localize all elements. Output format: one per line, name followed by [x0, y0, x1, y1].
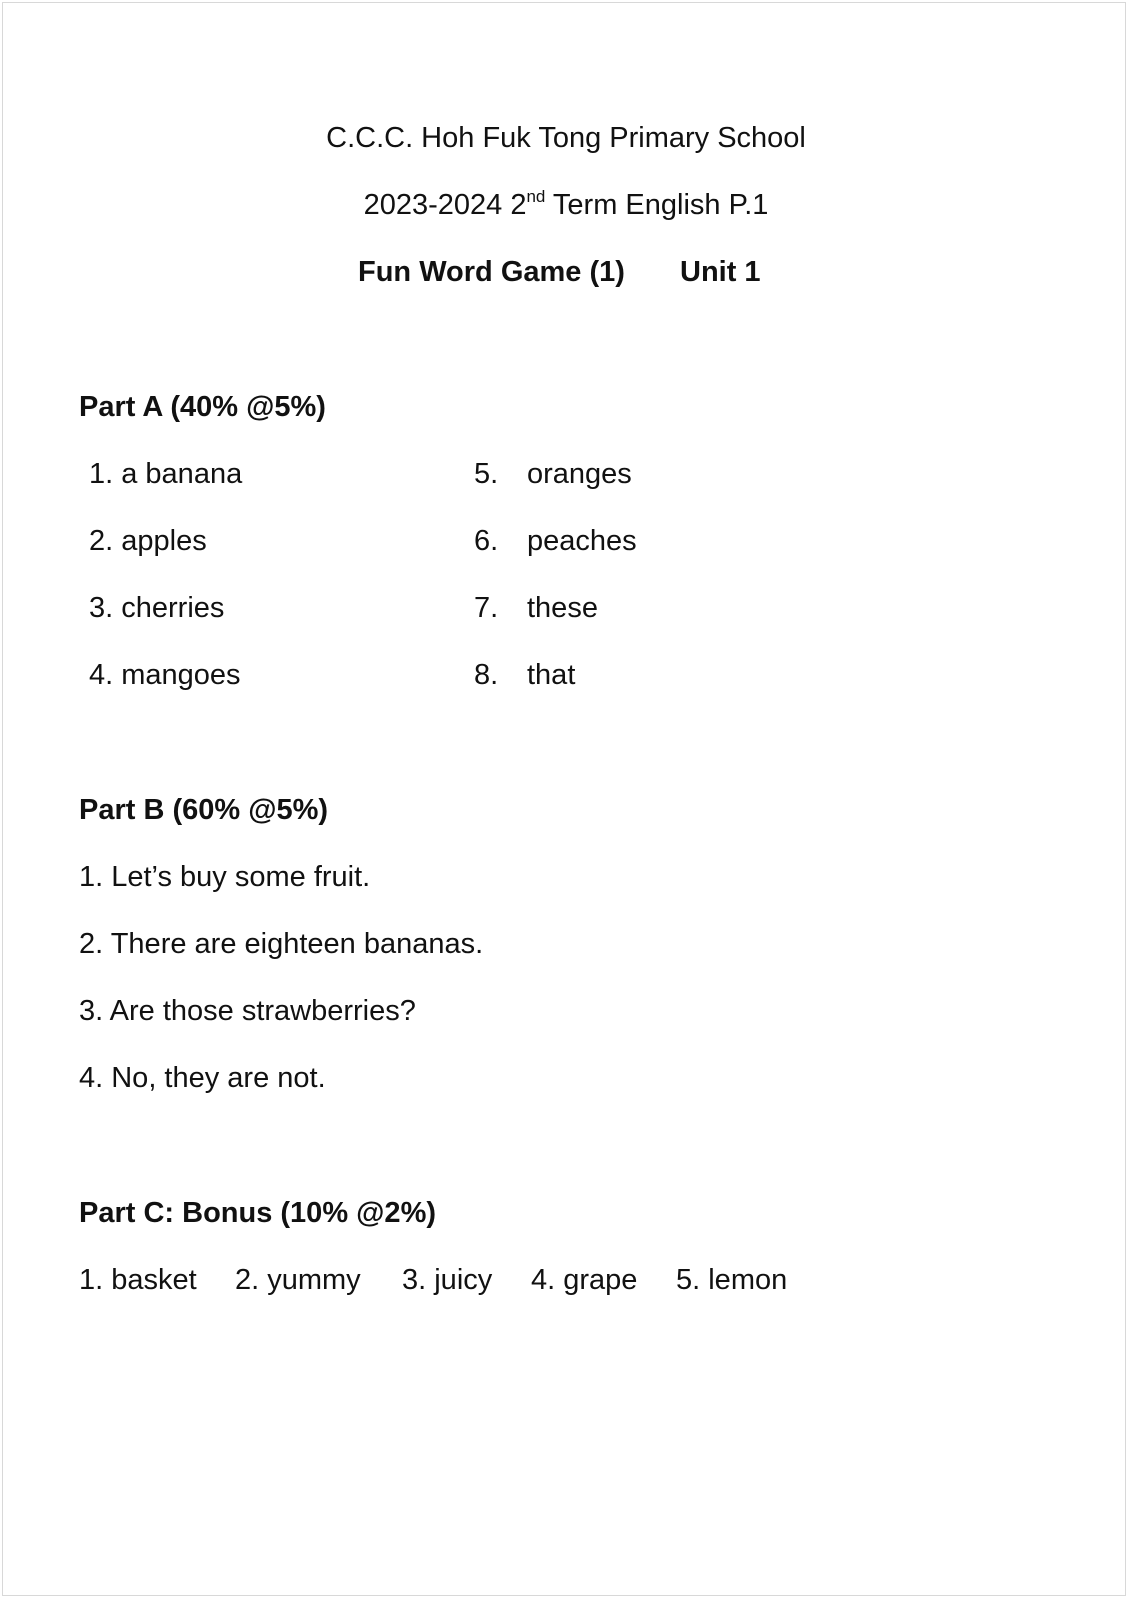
part-b-item: 4. No, they are not.: [79, 1062, 326, 1094]
part-b-heading: Part B (60% @5%): [79, 794, 329, 826]
part-c-heading: Part C: Bonus (10% @2%): [79, 1197, 437, 1229]
item-number: 6.: [474, 525, 499, 557]
item-number: 8.: [474, 659, 499, 691]
part-c-item: 2. yummy: [235, 1264, 361, 1296]
part-a-item: 3. cherries: [89, 592, 225, 624]
item-word: these: [527, 592, 598, 624]
part-b-item: 1. Let’s buy some fruit.: [79, 861, 371, 893]
part-c-item: 3. juicy: [402, 1264, 493, 1296]
part-a-heading: Part A (40% @5%): [79, 391, 326, 423]
part-a-item: [474, 590, 598, 626]
part-b-item: 3. Are those strawberries?: [79, 995, 416, 1027]
item-word: oranges: [527, 458, 632, 490]
part-c-item: 4. grape: [531, 1264, 638, 1296]
item-number: 7.: [474, 592, 499, 624]
item-number: 5.: [474, 458, 499, 490]
game-title: Fun Word Game (1): [358, 256, 625, 288]
part-c-item: 1. basket: [79, 1264, 197, 1296]
part-b-item: 2. There are eighteen bananas.: [79, 928, 484, 960]
part-a-item: 2. apples: [89, 525, 207, 557]
part-a-item: [474, 456, 632, 492]
part-a-item: [474, 523, 637, 559]
part-c-item: 5. lemon: [676, 1264, 788, 1296]
part-a-item: [474, 657, 575, 693]
term-prefix: 2023-2024 2: [363, 189, 527, 221]
term-line: [0, 187, 1132, 223]
item-word: that: [527, 659, 576, 691]
part-a-item: 4. mangoes: [89, 659, 241, 691]
school-name: C.C.C. Hoh Fuk Tong Primary School: [326, 122, 806, 154]
term-superscript: nd: [526, 187, 546, 206]
part-a-item: 1. a banana: [89, 458, 243, 490]
item-word: peaches: [527, 525, 637, 557]
unit-label: Unit 1: [680, 256, 761, 288]
term-suffix: Term English P.1: [545, 189, 769, 221]
